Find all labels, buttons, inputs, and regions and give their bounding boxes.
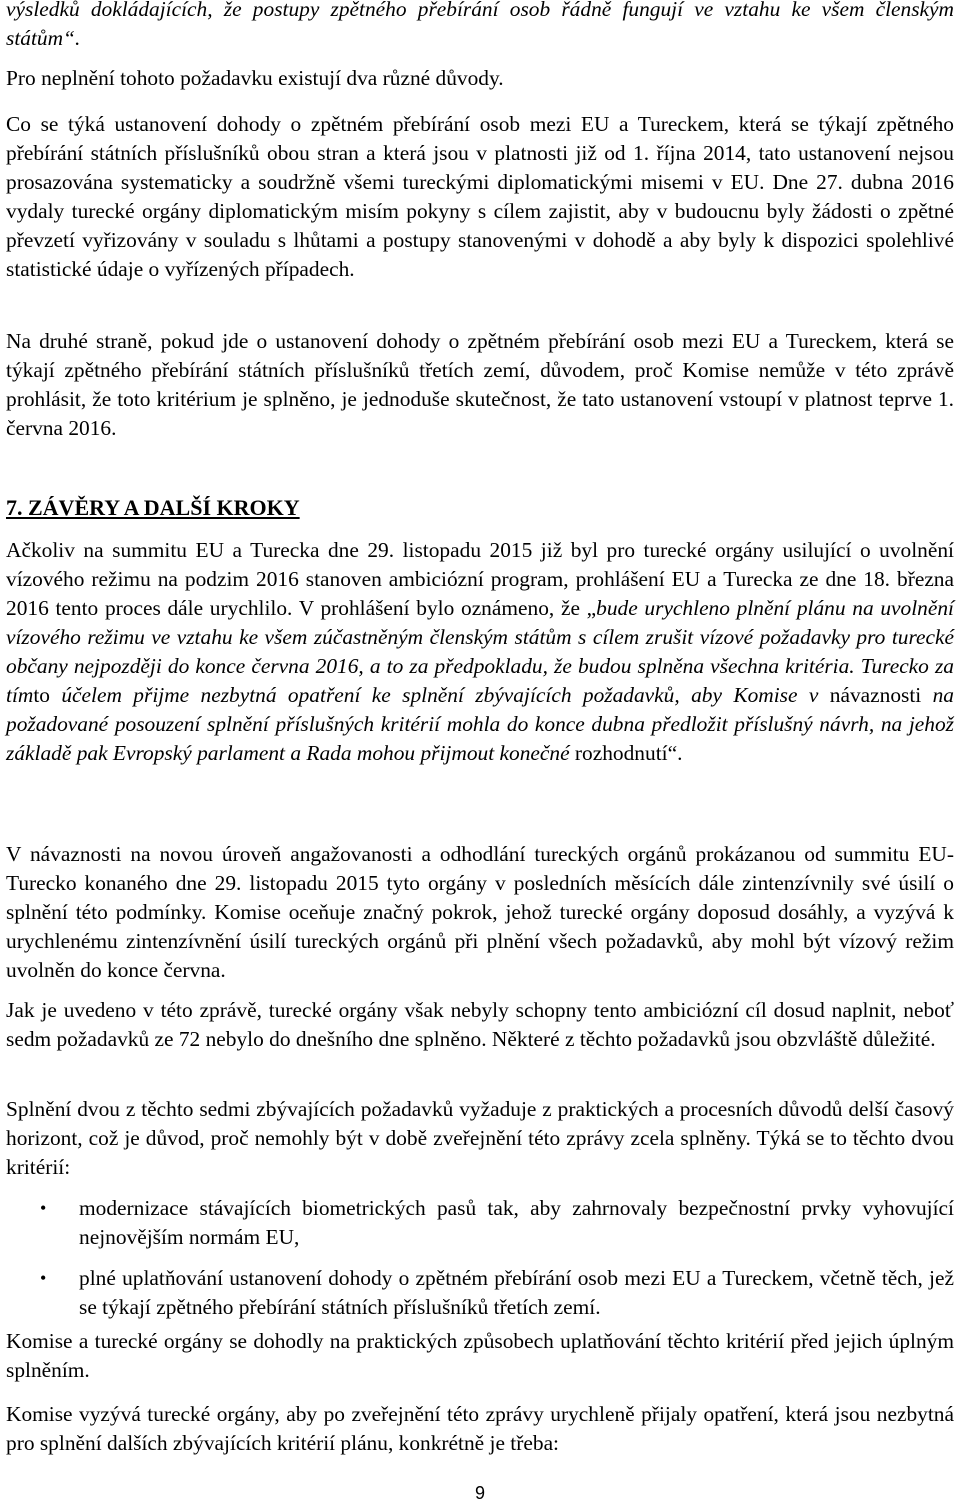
continued-quote-text: výsledků dokládajících, že postupy zpětného přebírání osob řádně fungují ve vztahu ke všem členským státům“. (6, 0, 954, 50)
page-number: 9 (474, 1483, 485, 1503)
section-heading: 7. ZÁVĚRY A DALŠÍ KROKY (6, 495, 300, 520)
list-item-text: plné uplatňování ustanovení dohody o zpětném přebírání osob mezi EU a Tureckem, včetně těch, jež se týkají zpětného přebírání státních příslušníků třetích zemí. (79, 1266, 954, 1319)
criteria-list (6, 1194, 954, 1334)
bullet-icon: • (40, 1198, 47, 1218)
para3-quote-3: na požadované posouzení splnění příslušných kritérií mohla do konce dubna předložit příslušný návrh, na jehož základě pak Evropský parlament a Rada mohou přijmout konečné (6, 683, 954, 765)
list-item (6, 1194, 954, 1252)
para3-text-2: to (33, 683, 62, 707)
paragraph-progress: V návaznosti na novou úroveň angažovanosti a odhodlání tureckých orgánů prokázanou od summitu EU-Turecko konaného dne 29. listopadu 2015 tyto orgány v posledních měsících dále zintenzívnily své úsilí o splnění této podmínky. Komise oceňuje značný pokrok, jehož turecké orgány doposud dosáhly, a vyzývá k urychlenému zintenzívnění úsilí tureckých orgánů při plnění všech požadavků, aby mohl být vízový režim uvolněn do konce června. (6, 842, 954, 982)
paragraph-call-to-action: Komise vyzývá turecké orgány, aby po zveřejnění této zprávy urychleně přijaly opatření, která jsou nezbytná pro splnění dalších zbývajících kritérií plánu, konkrétně je třeba: (6, 1402, 954, 1455)
para3-text-3: návaznosti (829, 683, 933, 707)
paragraph-two-criteria: Splnění dvou z těchto sedmi zbývajících požadavků vyžaduje z praktických a procesních důvodů delší časový horizont, což je důvod, proč nemohly být v době zveřejnění této zprávy zcela splněny. Týká se to těchto dvou kritérií: (6, 1097, 954, 1179)
paragraph-summit (6, 536, 954, 768)
paragraph-practical-arrangements: Komise a turecké orgány se dohodly na praktických způsobech uplatňování těchto kritérií před jejich úplným splněním. (6, 1329, 954, 1382)
paragraph-third-country-nationals: Na druhé straně, pokud jde o ustanovení dohody o zpětném přebírání osob mezi EU a Tureckem, která se týkají zpětného přebírání státních příslušníků třetích zemí, důvodem, proč Komise nemůže v této zprávě prohlásit, že toto kritérium je splněno, je jednoduše skutečnost, že tato ustanovení vstoupí v platnost teprve 1. června 2016. (6, 329, 954, 440)
paragraph-remaining-requirements: Jak je uvedeno v této zprávě, turecké orgány však nebyly schopny tento ambiciózní cíl dosud naplnit, neboť sedm požadavků ze 72 nebylo do dnešního dne splněno. Některé z těchto požadavků jsou obzvláště důležité. (6, 998, 954, 1051)
list-item-text: modernizace stávajících biometrických pasů tak, aby zahrnovaly bezpečnostní prvky vyhovující nejnovějším normám EU, (79, 1196, 954, 1249)
para3-quote-1: bude urychleno plnění plánu na uvolnění vízového režimu ve vztahu ke všem zúčastněným členským státům s cílem zrušit vízové požadavky pro turecké občany nejpozději do konce června 2016, a to za předpokladu, že budou splněna všechna kritéria. Turecko za tím (6, 596, 954, 707)
para3-text-4: rozhodnutí“. (569, 741, 683, 765)
intro-paragraph: Pro neplnění tohoto požadavku existují dva různé důvody. (6, 66, 504, 90)
continued-quote (6, 0, 954, 53)
paragraph-own-nationals: Co se týká ustanovení dohody o zpětném přebírání osob mezi EU a Tureckem, která se týkají zpětného přebírání státních příslušníků obou stran a která jsou v platnosti již od 1. října 2014, tato ustanovení nejsou prosazována systematicky a soudržně všemi tureckými diplomatickými misemi v EU. Dne 27. dubna 2016 vydaly turecké orgány diplomatickým misím pokyny s cílem zajistit, aby v budoucnu byly žádosti o zpětné převzetí vyřizovány v souladu s lhůtami a postupy stanovenými v dohodě a aby byly k dispozici spolehlivé statistické údaje o vyřízených případech. (6, 112, 954, 281)
bullet-icon: • (40, 1268, 47, 1288)
para3-quote-2: účelem přijme nezbytná opatření ke splnění zbývajících požadavků, aby Komise v (61, 683, 830, 707)
para3-text-1: Ačkoliv na summitu EU a Turecka dne 29. listopadu 2015 již byl pro turecké orgány usilující o uvolnění vízového režimu na podzim 2016 stanoven ambiciózní program, prohlášení EU a Turecka ze dne 18. března 2016 tento proces dále urychlilo. V prohlášení bylo oznámeno, že „ (6, 538, 954, 620)
list-item (6, 1264, 954, 1322)
